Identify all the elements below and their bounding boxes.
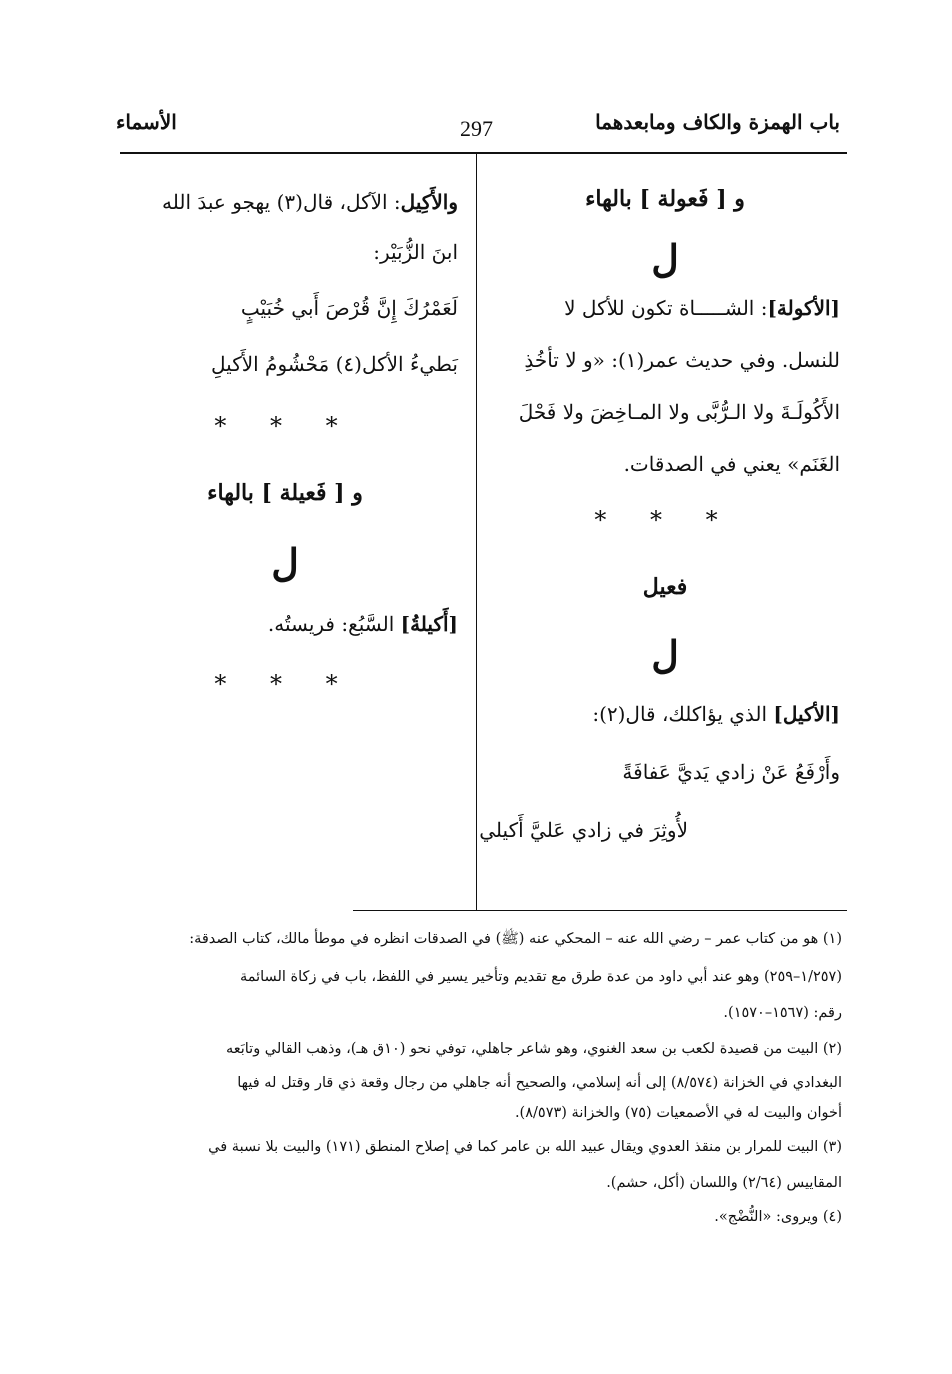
section-heading-fail: فعيل bbox=[642, 574, 688, 600]
running-head-section: الأسماء bbox=[116, 110, 177, 134]
header-rule bbox=[120, 152, 847, 154]
verse-line1: لَعَمْرُكَ إِنَّ قُرْصَ أَبي خُبَيْبٍ bbox=[240, 296, 458, 320]
entry-akil-line1: [الأكيل] الذي يؤاكلك، قال(٢): bbox=[592, 702, 840, 726]
page-number: 297 bbox=[460, 116, 493, 141]
footnote-4-line1: (٤) ويروى: «النُّضْج». bbox=[714, 1209, 842, 1225]
headword: والأَكِيل bbox=[400, 190, 458, 214]
section-separator: * * * bbox=[214, 670, 356, 698]
section-separator: * * * bbox=[214, 412, 356, 440]
root-letter-lam: ل bbox=[651, 632, 679, 677]
running-head-chapter: باب الهمزة والكاف ومابعدهما bbox=[595, 110, 840, 134]
root-letter-lam: ل bbox=[651, 236, 679, 281]
column-divider bbox=[476, 153, 477, 910]
root-letter-lam: ل bbox=[271, 540, 299, 585]
footnote-3-line1: (٣) البيت للمرار بن منقذ العدوي ويقال عبيد الله بن عامر كما في إصلاح المنطق (١٧١) والبيت بلا نسبة في bbox=[208, 1139, 842, 1155]
footnote-rule bbox=[353, 910, 847, 911]
footnote-1-line2: (١/٢٥٧–٢٥٩) وهو عند أبي داود من عدة طرق مع تقديم وتأخير يسير في اللفظ، باب في زكاة السائمة bbox=[239, 969, 842, 985]
entry-akula-line4: الغَنَم» يعني في الصدقات. bbox=[623, 452, 840, 476]
section-separator: * * * bbox=[594, 506, 736, 534]
footnote-2-line1: (٢) البيت من قصيدة لكعب بن سعد الغنوي، وهو شاعر جاهلي، توفي نحو (١٠ق هـ)، وذهب القالي وتابَعه bbox=[225, 1041, 842, 1057]
verse-line2: بَطيءُ الأكل(٤) مَحْشُومُ الأَكيلِ bbox=[211, 352, 458, 376]
footnote-2-line3: أخوان والبيت له في الأصمعيات (٧٥) والخزانة (٨/٥٧٣). bbox=[514, 1105, 842, 1121]
footnote-1-line1: (١) هو من كتاب عمر – رضي الله عنه – المحكي عنه (ﷺ) في الصدقات انظره في موطأ مالك، كتاب الصدقة: bbox=[189, 931, 842, 947]
verse-line2: لأُوثِرَ في زادي عَليَّ أَكيلي bbox=[479, 818, 688, 842]
section-heading-faila: و [ فَعيلة ] بالهاء bbox=[207, 480, 363, 506]
footnote-3-line2: المقاييس (٢/٦٤) واللسان (أكل، حشم). bbox=[606, 1175, 842, 1191]
entry-akula-line3: الأَكُولَـةَ ولا الـرُّبَّى ولا المـاخِضَ ولا فَحْلَ bbox=[518, 400, 840, 424]
entry-akil2-line1: والأَكِيل: الآكل، قال(٣) يهجو عبدَ الله bbox=[162, 190, 458, 214]
headword: [الأكولة] bbox=[767, 296, 840, 320]
entry-akula-line2: للنسل. وفي حديث عمر(١): «و لا تأخُذِ bbox=[524, 348, 840, 372]
footnote-2-line2: البغدادي في الخزانة (٨/٥٧٤) إلى أنه إسلامي، والصحيح أنه جاهلي من رجال وقعة ذي قار وقتل له فيها bbox=[237, 1075, 842, 1091]
entry-akula-line1: [الأكولة]: الشـــــاة تكون للأكل لا bbox=[564, 296, 840, 320]
footnote-1-line3: رقم: (١٥٦٧–١٥٧٠). bbox=[723, 1005, 842, 1021]
section-heading-fauula: و [ فَعولة ] بالهاء bbox=[585, 186, 745, 212]
entry-akil2-line2: ابنَ الزُّبَيْر: bbox=[373, 240, 458, 264]
entry-akila: [أَكيلةُ] السَّبُع: فريستُه. bbox=[267, 612, 458, 636]
headword: [أَكيلةُ] bbox=[400, 612, 458, 636]
headword: [الأكيل] bbox=[773, 702, 840, 726]
verse-line1: وأَرْفَعُ عَنْ زادي يَديَّ عَفافَةً bbox=[622, 760, 840, 784]
